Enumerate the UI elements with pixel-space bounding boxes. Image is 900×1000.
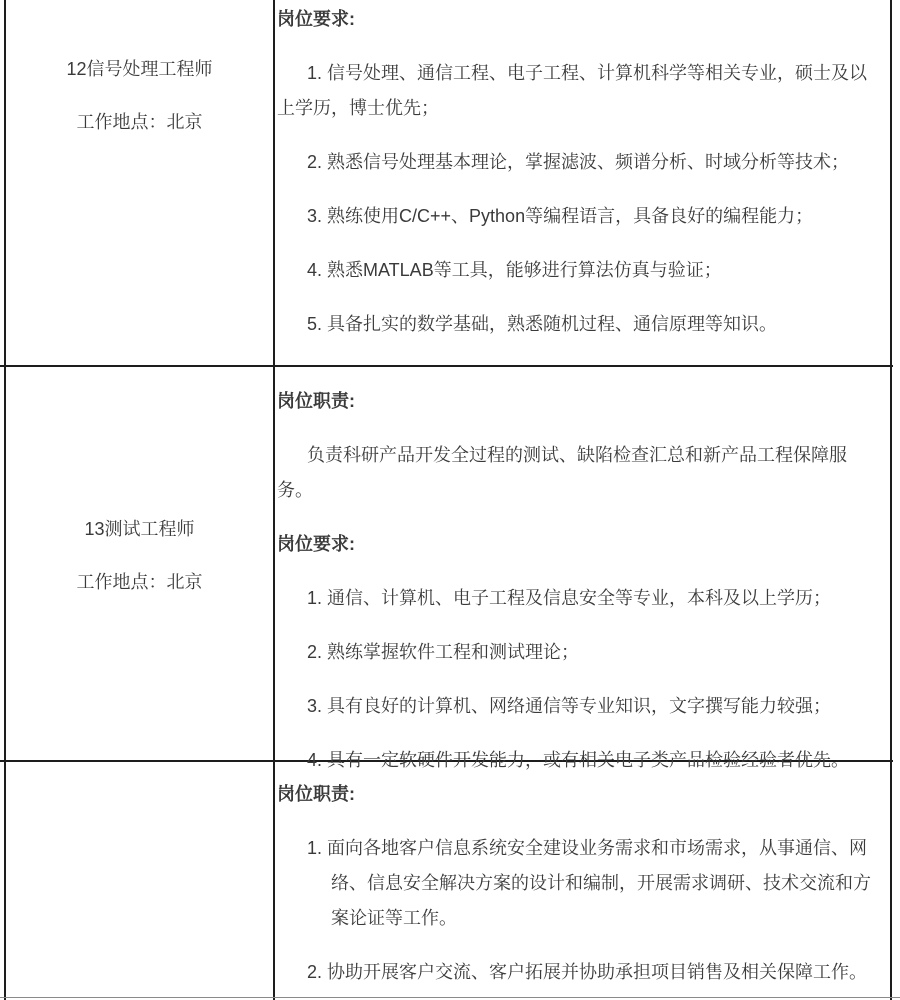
- details-cell-row1: [275, 0, 890, 365]
- section-heading-duty: 岗位职责:: [277, 391, 355, 411]
- requirement-item-5: 5. 具备扎实的数学基础，熟悉随机过程、通信原理等知识。: [307, 314, 778, 334]
- position-title: 13测试工程师: [84, 519, 195, 539]
- details-cell-row3: [275, 762, 890, 1000]
- table-border-right: [890, 0, 892, 1000]
- details-cell-row2: [275, 367, 890, 770]
- position-title: 12信号处理工程师: [66, 59, 213, 79]
- section-heading: 岗位要求:: [277, 9, 355, 29]
- requirement-item-3: 3. 具有良好的计算机、网络通信等专业知识，文字撰写能力较强；: [307, 696, 832, 716]
- requirement-item-4: 4. 具有一定软硬件开发能力，或有相关电子类产品检验经验者优先。: [307, 750, 850, 770]
- duty-item-1: 负责科研产品开发全过程的测试、缺陷检查汇总和新产品工程保障服务。: [277, 445, 847, 500]
- section-heading-duty: 岗位职责:: [277, 784, 355, 804]
- position-cell-row1: [6, 0, 273, 365]
- requirement-item-2: 2. 熟练掌握软件工程和测试理论；: [307, 642, 580, 662]
- duty-item-1: 1. 面向各地客户信息系统安全建设业务需求和市场需求，从事通信、网络、信息安全解决方案的设计和编制，开展需求调研、技术交流和方案论证等工作。: [307, 838, 871, 928]
- requirement-item-2: 2. 熟悉信号处理基本理论，掌握滤波、频谱分析、时域分析等技术；: [307, 152, 850, 172]
- requirement-item-4: 4. 熟悉MATLAB等工具，能够进行算法仿真与验证；: [307, 260, 722, 280]
- position-cell-row3: [6, 762, 273, 1000]
- requirement-item-1: 1. 通信、计算机、电子工程及信息安全等专业，本科及以上学历；: [307, 588, 832, 608]
- section-heading-req: 岗位要求:: [277, 534, 355, 554]
- position-cell-row2: [6, 367, 273, 760]
- position-location: 工作地点：北京: [76, 572, 203, 592]
- requirement-item-3: 3. 熟练使用C/C++、Python等编程语言，具备良好的编程能力；: [307, 206, 814, 226]
- duty-item-2: 2. 协助开展客户交流、客户拓展并协助承担项目销售及相关保障工作。: [307, 962, 868, 982]
- requirement-item-1: 1. 信号处理、通信工程、电子工程、计算机科学等相关专业，硕士及以上学历，博士优先；: [277, 63, 868, 118]
- position-location: 工作地点：北京: [76, 112, 203, 132]
